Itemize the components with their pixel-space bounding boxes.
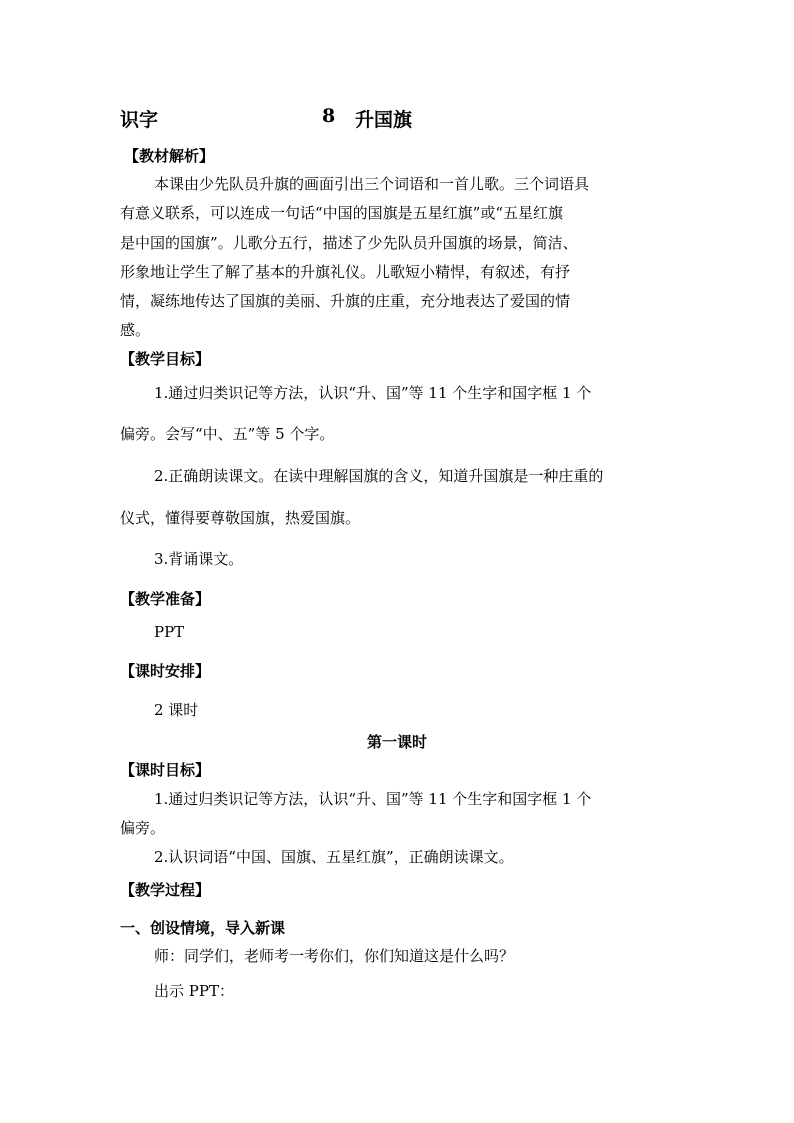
teaching-process-heading: 【教学过程】 (120, 881, 211, 899)
lesson-category: 识字 (120, 109, 159, 131)
teaching-goals-heading: 【教学目标】 (120, 350, 211, 368)
lesson-number: 8 (322, 105, 336, 127)
lesson-goal-line: 2.认识词语“中国、国旗、五星红旗”，正确朗读课文。 (154, 848, 514, 866)
schedule-content: 2 课时 (154, 701, 199, 719)
analysis-line: 是中国的国旗”。儿歌分五行，描述了少先队员升国旗的场景，简洁、 (120, 234, 578, 252)
lesson-title: 升国旗 (355, 109, 413, 131)
goal-line: 1.通过归类识记等方法，认识“升、国”等 11 个生字和国字框 1 个 (154, 384, 592, 402)
goal-line: 仪式，懂得要尊敬国旗，热爱国旗。 (120, 509, 361, 527)
teaching-prep-heading: 【教学准备】 (120, 590, 211, 608)
step-1-title: 一、创设情境，导入新课 (120, 919, 286, 937)
lesson-goal-line: 1.通过归类识记等方法，认识“升、国”等 11 个生字和国字框 1 个 (154, 790, 592, 808)
lesson-goal-line: 偏旁。 (120, 819, 166, 837)
analysis-line: 形象地让学生了解了基本的升旗礼仪。儿歌短小精悍，有叙述，有抒 (120, 263, 571, 281)
teaching-prep-content: PPT (154, 623, 185, 641)
goal-line: 2.正确朗读课文。在读中理解国旗的含义，知道升国旗是一种庄重的 (154, 467, 604, 485)
goal-line: 偏旁。会写“中、五”等 5 个字。 (120, 425, 335, 443)
analysis-line: 情，凝练地传达了国旗的美丽、升旗的庄重，充分地表达了爱国的情 (120, 292, 571, 310)
textbook-analysis-heading: 【教材解析】 (124, 147, 215, 165)
first-lesson-title: 第一课时 (366, 733, 427, 751)
analysis-line: 本课由少先队员升旗的画面引出三个词语和一首儿歌。三个词语具 (154, 175, 590, 193)
schedule-heading: 【课时安排】 (120, 662, 211, 680)
analysis-line: 有意义联系，可以连成一句话“中国的国旗是五星红旗”或“五星红旗 (120, 204, 564, 222)
step-1-line: 出示 PPT： (154, 982, 234, 1000)
step-1-line: 师：同学们，老师考一考你们，你们知道这是什么吗？ (154, 947, 515, 965)
lesson-goals-heading: 【课时目标】 (120, 761, 211, 779)
analysis-line: 感。 (120, 321, 151, 339)
goal-line: 3.背诵课文。 (154, 550, 244, 568)
